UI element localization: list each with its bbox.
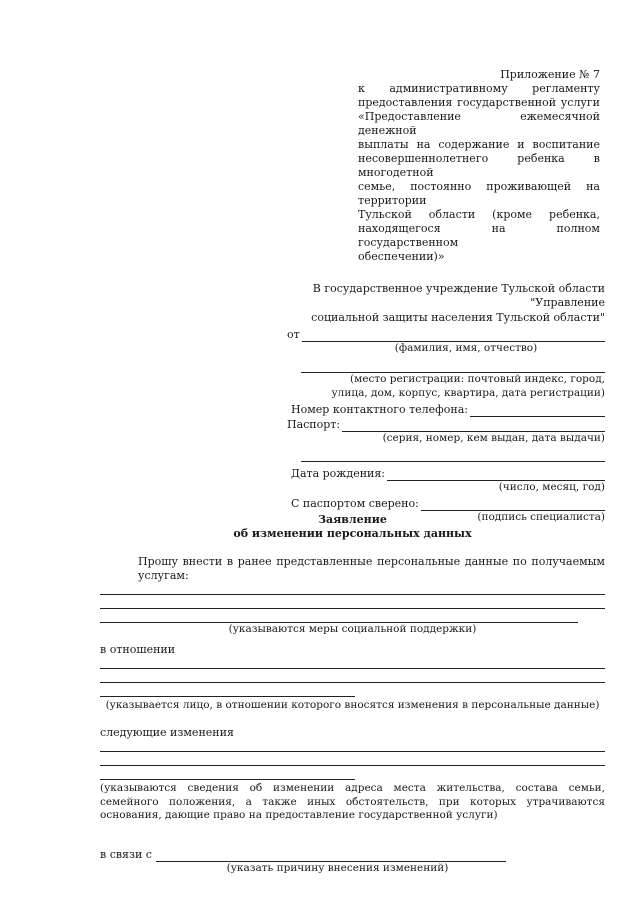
phone-label: Номер контактного телефона: xyxy=(291,403,469,417)
recipient-address-line: В государственное учреждение Тульской области "Управление xyxy=(312,282,605,310)
title-line: Заявление xyxy=(318,513,387,526)
person-input-line[interactable] xyxy=(100,655,605,669)
support-input-line[interactable] xyxy=(100,581,605,595)
changes-label: следующие изменения xyxy=(100,726,234,740)
registration-input-line[interactable] xyxy=(301,359,605,373)
passport-field[interactable] xyxy=(287,417,605,432)
recipient-address-line: социальной защиты населения Тульской области" xyxy=(311,310,605,324)
application-body xyxy=(100,555,605,876)
passport-label: Паспорт: xyxy=(287,418,341,432)
appendix-block xyxy=(358,68,600,264)
signature-input-line[interactable] xyxy=(421,500,605,511)
reason-hint: (указать причину внесения изменений) xyxy=(226,862,449,875)
recipient-block xyxy=(287,282,605,525)
changes-hint: (указываются сведения об изменении адреса места жительства, состава семьи, семейного положения, а также иных обстоятельств, при которых утрачиваются основания, дающие право на предоставление государственной услуги) xyxy=(100,782,605,822)
appendix-line: выплаты на содержание и воспитание xyxy=(358,137,600,151)
intro-text: Прошу внести в ранее представленные персональные данные по получаемым услугам: xyxy=(138,555,605,583)
verified-label: С паспортом сверено: xyxy=(291,497,419,510)
fio-hint: (фамилия, имя, отчество) xyxy=(394,341,538,354)
registration-hint: (место регистрации: почтовый индекс, город, xyxy=(349,373,605,386)
title-subline: об изменении персональных данных xyxy=(233,527,472,541)
appendix-line: обеспечении)» xyxy=(358,249,445,263)
phone-field[interactable] xyxy=(291,402,605,417)
passport-hint: (серия, номер, кем выдан, дата выдачи) xyxy=(382,432,605,445)
verified-field[interactable] xyxy=(291,496,605,511)
support-input-line[interactable] xyxy=(100,595,605,609)
changes-input-line[interactable] xyxy=(100,752,605,766)
from-field[interactable] xyxy=(287,327,605,342)
support-input-line[interactable] xyxy=(100,609,578,623)
regarding-label: в отношении xyxy=(100,642,176,656)
reason-field[interactable] xyxy=(100,847,605,862)
reason-input-line[interactable] xyxy=(156,851,506,862)
reason-label: в связи с xyxy=(100,848,152,862)
birth-date-field[interactable] xyxy=(291,466,605,481)
person-hint: (указывается лицо, в отношении которого вносятся изменения в персональные данные) xyxy=(105,698,600,711)
appendix-line: семье, постоянно проживающей на территории xyxy=(358,179,600,207)
signature-hint: (подпись специалиста) xyxy=(477,511,605,524)
appendix-line: находящегося на полном государственном xyxy=(358,221,600,249)
appendix-number: Приложение № 7 xyxy=(500,68,600,81)
appendix-line: предоставления государственной услуги xyxy=(358,95,600,109)
appendix-line: несовершеннолетнего ребенка в многодетной xyxy=(358,151,600,179)
appendix-line: к административному регламенту xyxy=(358,81,600,95)
from-input-line[interactable] xyxy=(302,331,605,342)
from-label: от xyxy=(287,327,300,341)
person-input-line[interactable] xyxy=(100,669,605,683)
birth-date-hint: (число, месяц, год) xyxy=(498,480,605,493)
birth-date-label: Дата рождения: xyxy=(291,466,386,480)
appendix-line: «Предоставление ежемесячной денежной xyxy=(358,109,600,137)
birth-date-input-line[interactable] xyxy=(387,470,605,481)
changes-input-line[interactable] xyxy=(100,738,605,752)
changes-input-line[interactable] xyxy=(100,766,355,780)
document-title xyxy=(100,513,605,542)
passport-extra-line[interactable] xyxy=(301,448,605,462)
registration-hint: улица, дом, корпус, квартира, дата регистрации) xyxy=(331,386,605,399)
support-hint: (указываются меры социальной поддержки) xyxy=(228,623,477,636)
person-input-line[interactable] xyxy=(100,683,355,697)
phone-input-line[interactable] xyxy=(470,406,605,417)
passport-input-line[interactable] xyxy=(342,421,605,432)
appendix-line: Тульской области (кроме ребенка, xyxy=(358,207,600,221)
